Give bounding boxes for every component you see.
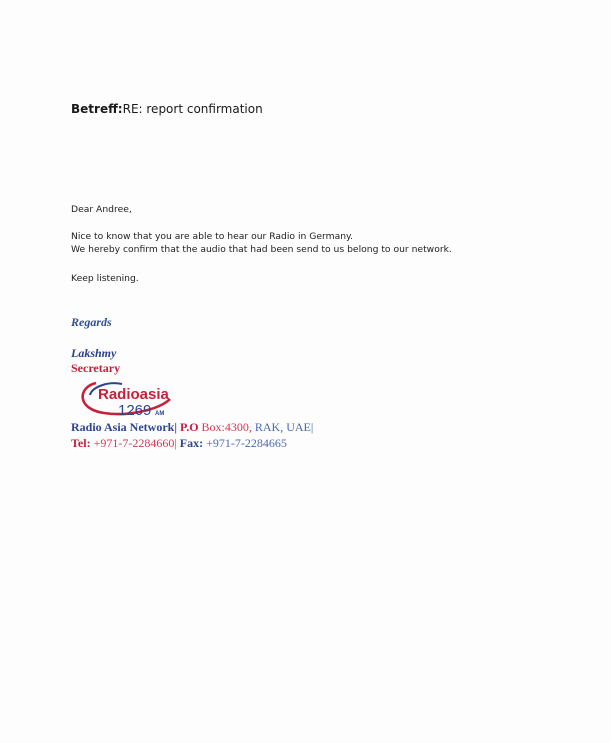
radio-asia-logo (74, 375, 178, 421)
email-body-line: We hereby confirm that the audio that had been send to us belong to our network. (71, 244, 452, 255)
subject-label: Betreff: (71, 102, 123, 116)
signature-po-value: Box:4300, (201, 420, 252, 434)
email-subject (71, 102, 263, 116)
signature-po-label: P.O (179, 420, 199, 434)
email-closing: Keep listening. (71, 273, 139, 284)
signature-location: RAK, UAE| (254, 420, 314, 434)
email-greeting: Dear Andree, (71, 204, 132, 215)
signature-phone-line (71, 436, 287, 451)
logo-text-unit: AM (155, 411, 165, 417)
signature-title: Secretary (71, 361, 121, 375)
logo-text-freq: 1269 (118, 402, 152, 419)
logo-text-main: Radioasia (98, 386, 169, 403)
signature-org: Radio Asia Network| (71, 420, 177, 434)
signature-regards: Regards (71, 315, 112, 329)
signature-fax-label: Fax: (179, 436, 204, 450)
signature-fax-value: +971-7-2284665 (206, 436, 287, 450)
subject-text: RE: report confirmation (122, 102, 263, 116)
signature-name: Lakshmy (71, 346, 117, 360)
signature-address-line (71, 420, 313, 435)
signature-tel-label: Tel: (71, 436, 91, 450)
email-body-line: Nice to know that you are able to hear our Radio in Germany. (71, 231, 354, 242)
signature-tel-value: +971-7-2284660| (93, 436, 177, 450)
